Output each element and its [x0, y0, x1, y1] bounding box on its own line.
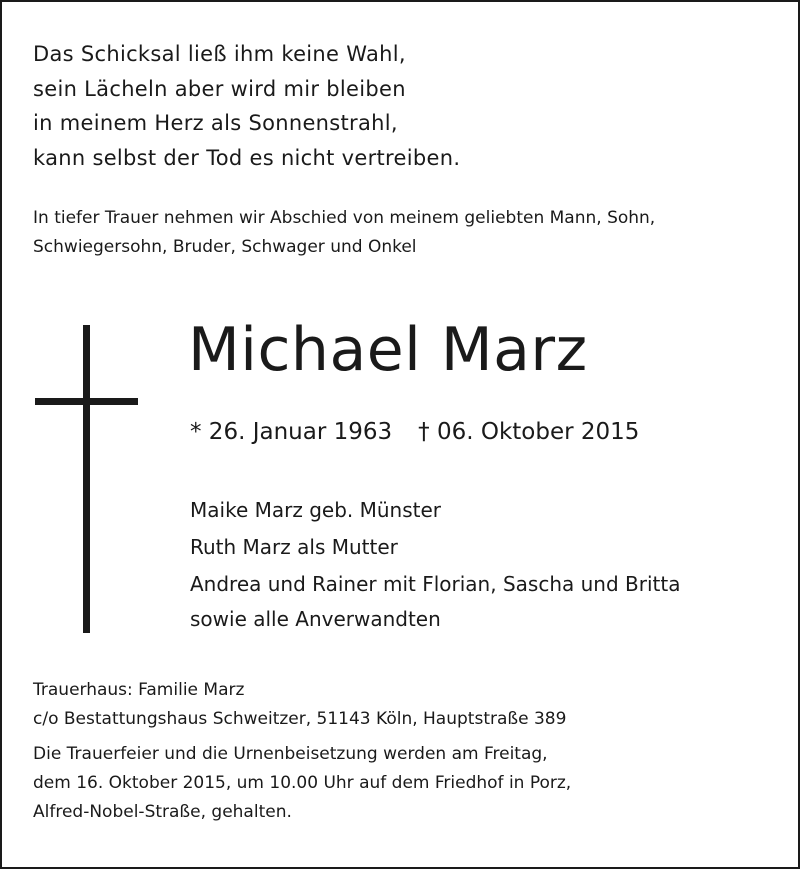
service-info-line: Alfred-Nobel-Straße, gehalten.: [33, 802, 292, 822]
mourner-line: sowie alle Anverwandten: [190, 607, 441, 631]
service-info-line: Die Trauerfeier und die Urnenbeisetzung werden am Freitag,: [33, 744, 548, 764]
intro-line: Schwiegersohn, Bruder, Schwager und Onkel: [33, 237, 417, 257]
mourner-line: Maike Marz geb. Münster: [190, 498, 441, 522]
death-date: † 06. Oktober 2015: [418, 419, 640, 445]
poem-line: in meinem Herz als Sonnenstrahl,: [33, 111, 398, 135]
birth-date: * 26. Januar 1963: [190, 419, 393, 445]
poem-line: kann selbst der Tod es nicht vertreiben.: [33, 145, 461, 170]
intro-text: [33, 204, 773, 262]
intro-line: In tiefer Trauer nehmen wir Abschied von meinem geliebten Mann, Sohn,: [33, 208, 656, 228]
mourning-house: Trauerhaus: Familie Marz: [33, 680, 245, 700]
service-info-line: dem 16. Oktober 2015, um 10.00 Uhr auf dem Friedhof in Porz,: [33, 773, 572, 793]
deceased-name: Michael Marz: [188, 315, 588, 385]
poem-line: Das Schicksal ließ ihm keine Wahl,: [33, 42, 406, 66]
mourner-line: Andrea und Rainer mit Florian, Sascha und Britta: [190, 572, 681, 596]
mourners-list: [190, 492, 680, 635]
footer-info: [33, 676, 571, 827]
cross-vertical-bar: [83, 325, 90, 633]
mourning-house-address: c/o Bestattungshaus Schweitzer, 51143 Köln, Hauptstraße 389: [33, 709, 567, 729]
life-dates: [190, 414, 639, 450]
mourner-line: Ruth Marz als Mutter: [190, 535, 398, 559]
poem-line: sein Lächeln aber wird mir bleiben: [33, 76, 406, 101]
cross-horizontal-bar: [35, 398, 138, 405]
poem: [33, 37, 460, 175]
